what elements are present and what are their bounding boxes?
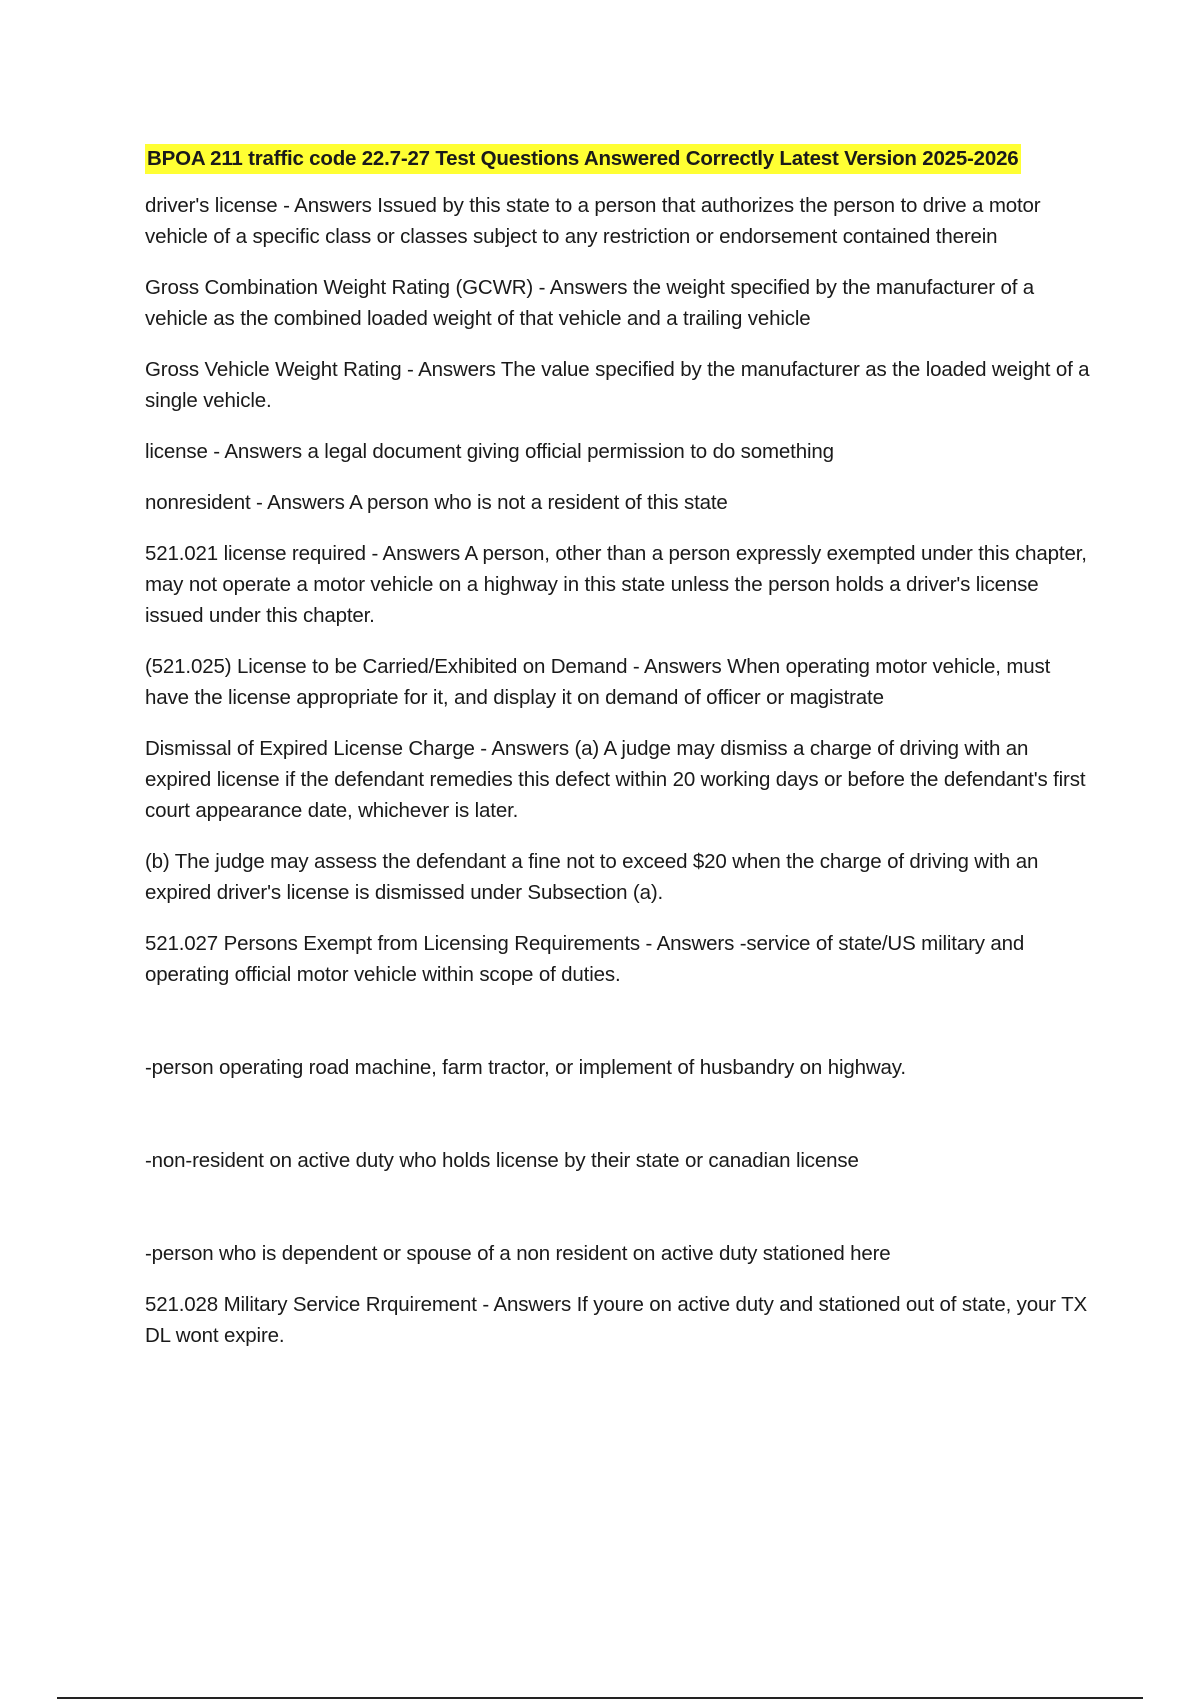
list-item-non-resident: -non-resident on active duty who holds license by their state or canadian license xyxy=(145,1149,859,1172)
page-bottom-divider xyxy=(57,1697,1143,1699)
paragraph-gcwr: Gross Combination Weight Rating (GCWR) - Answers the weight specified by the manufacturer of a vehicle as the combined loaded weight of that vehicle and a trailing vehicle xyxy=(145,276,1035,330)
paragraph-gvwr: Gross Vehicle Weight Rating - Answers The value specified by the manufacturer as the loaded weight of a single vehicle. xyxy=(145,358,1090,412)
paragraph-drivers-license: driver's license - Answers Issued by this state to a person that authorizes the person to drive a motor vehicle of a specific class or classes subject to any restriction or endorsement contained therein xyxy=(145,194,1041,248)
paragraph-dismissal-a: Dismissal of Expired License Charge - Answers (a) A judge may dismiss a charge of driving with an expired license if the defendant remedies this defect within 20 working days or before the defendant's first court appearance date, whichever is later. xyxy=(145,737,1086,822)
document-body xyxy=(145,144,1090,1371)
list-item-road-machine: -person operating road machine, farm tractor, or implement of husbandry on highway. xyxy=(145,1056,906,1079)
paragraph-521-028: 521.028 Military Service Rrquirement - Answers If youre on active duty and stationed out of state, your TX DL wont expire. xyxy=(145,1293,1088,1347)
paragraph-nonresident: nonresident - Answers A person who is not a resident of this state xyxy=(145,491,728,514)
paragraph-license: license - Answers a legal document giving official permission to do something xyxy=(145,440,834,463)
list-item-dependent: -person who is dependent or spouse of a non resident on active duty stationed here xyxy=(145,1242,891,1265)
paragraph-521-027: 521.027 Persons Exempt from Licensing Requirements - Answers -service of state/US military and operating official motor vehicle within scope of duties. xyxy=(145,932,1025,986)
paragraph-521-021: 521.021 license required - Answers A person, other than a person expressly exempted under this chapter, may not operate a motor vehicle on a highway in this state unless the person holds a driver's license issued under this chapter. xyxy=(145,542,1087,627)
document-title: BPOA 211 traffic code 22.7-27 Test Questions Answered Correctly Latest Version 2025-2026 xyxy=(145,144,1021,174)
paragraph-521-025: (521.025) License to be Carried/Exhibited on Demand - Answers When operating motor vehicle, must have the license appropriate for it, and display it on demand of officer or magistrate xyxy=(145,655,1051,709)
paragraph-dismissal-b: (b) The judge may assess the defendant a fine not to exceed $20 when the charge of driving with an expired driver's license is dismissed under Subsection (a). xyxy=(145,850,1039,904)
